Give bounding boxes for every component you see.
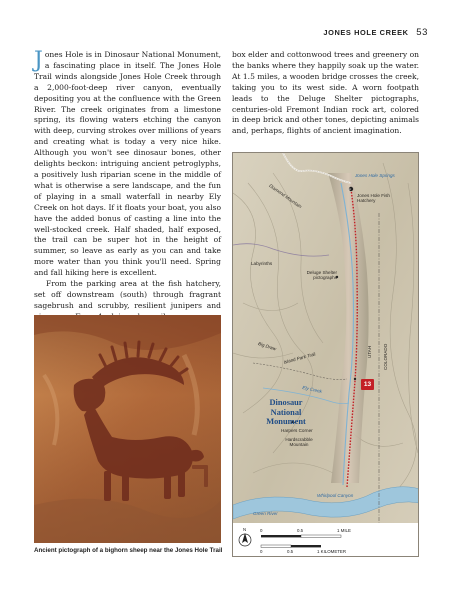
- scale-km-label: 1 KILOMETER: [317, 549, 347, 554]
- map-label-hardscrabble-mountain: Hardscrabble Mountain: [285, 437, 313, 448]
- map-label-deluge-shelter: Deluge Shelter pictographs: [306, 270, 337, 281]
- map-label-ely-creek: Ely Creek: [301, 385, 323, 395]
- map-label-jones-hole-springs: Jones Hole Springs: [355, 173, 395, 178]
- trail-number-badge: 13: [361, 379, 374, 390]
- monument-name-line-1: Dinosaur: [269, 398, 303, 407]
- map-label-harpers-corner: Harpers Corner: [281, 428, 313, 433]
- continuation-paragraph: box elder and cottonwood trees and greenery on the banks where they happily soak up the water. At 1.5 miles, a wooden bridge crosses the creek, taking you to its west side. A worn footpath leads to the Deluge Shelter pictographs, centuries-old Fremont Indian rock art, colored in deep brick and other tones, depicting animals and, perhaps, flights of ancient imagination.: [232, 50, 419, 136]
- pictograph-illustration: [34, 315, 221, 543]
- scale-mile-zero: 0: [260, 528, 263, 533]
- route-paragraph: From the parking area at the fish hatchery, set off downstream (south) through fragrant sagebrush and scrubby, resilient junipers and: [34, 279, 221, 310]
- map-label-labyrinths: Labyrinths: [251, 261, 273, 266]
- trail-map: [232, 152, 419, 557]
- north-arrow-label: N: [243, 527, 247, 532]
- running-head: [323, 27, 428, 38]
- scale-km-zero: 0: [260, 549, 263, 554]
- photo-caption: Ancient pictograph of a bighorn sheep near the Jones Hole Trail: [34, 547, 223, 554]
- svg-text:P: P: [348, 187, 351, 192]
- page-number: 53: [416, 27, 428, 38]
- drop-cap: J: [34, 48, 43, 73]
- map-label-island-park-trail: Island Park Trail: [283, 351, 317, 365]
- map-label-big-draw: Big Draw: [257, 341, 277, 352]
- map-label-utah: UTAH: [367, 345, 372, 358]
- map-label-colorado: COLORADO: [383, 343, 388, 370]
- intro-paragraph: [34, 50, 221, 279]
- map-label-green-river: Green River: [253, 511, 278, 516]
- scale-mile-half: 0.5: [297, 528, 304, 533]
- map-label-fish-hatchery: Jones Hole Fish Hatchery: [357, 193, 390, 204]
- text-column-left: [34, 50, 221, 334]
- intro-text: ones Hole is in Dinosaur National Monument, a fascinating place in itself. The Jones Hole Trail winds alongside Jones Hole Creek through a 2,000-foot-deep river canyon, eventually depositing you at the confluence with the Green River. The creek originates from a limestone spring, its flowing waters etching the canyon with deep, curving strokes over millions of years and creating what is today a very nice hike. Although you won't see dinosaur bones, other delights beckon: intriguing ancient petroglyphs, a positively lush riparian scene in the middle of what is otherwise a sere landscape, and the fun of playing in a small waterfall in nearby Ely Creek on hot days. If it floats your boat, you also have the added bonus of casting a line into the well-stocked creek. Half shaded, half exposed, the trail can be super hot in the height of summer, so leave as early as you can and take more water than you think you'll need. Spring and fall hiking here is excellent.: [34, 50, 221, 278]
- scale-mile-label: 1 MILE: [337, 528, 351, 533]
- map-label-diamond-mountain: Diamond Mountain: [268, 183, 303, 210]
- monument-name: [251, 398, 321, 427]
- scale-km-half: 0.5: [287, 549, 294, 554]
- bighorn-pictograph-photo: [34, 315, 221, 543]
- text-column-right: [232, 50, 419, 137]
- map-label-whirlpool-canyon: Whirlpool Canyon: [317, 493, 354, 498]
- monument-name-line-3: Monument: [266, 417, 306, 427]
- monument-name-line-2: National: [270, 407, 302, 417]
- running-head-title: JONES HOLE CREEK: [323, 28, 409, 37]
